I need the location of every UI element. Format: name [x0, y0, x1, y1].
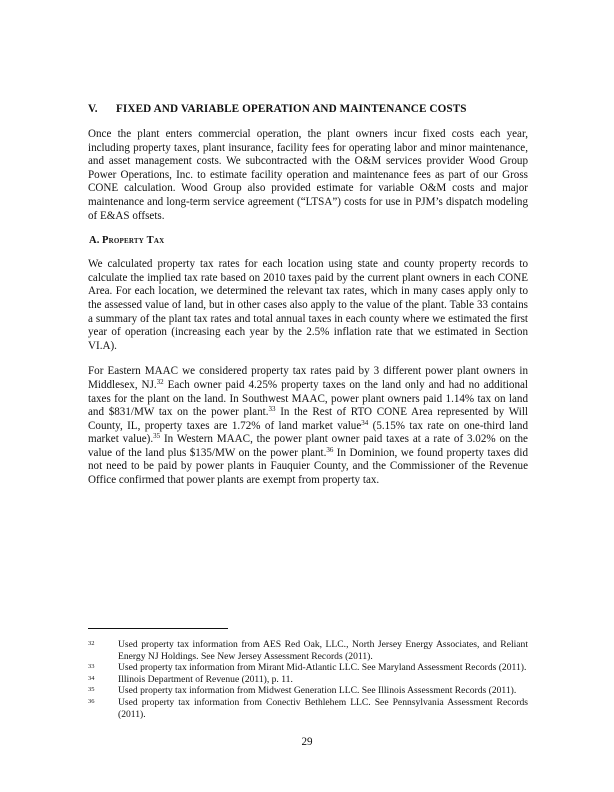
subsection-number: A.	[89, 235, 100, 247]
footnote-ref-33[interactable]: 33	[268, 405, 276, 414]
section-number: V.	[88, 103, 98, 115]
subsection-title: Property Tax	[102, 235, 165, 247]
footnote-text: Used property tax information from Mirant Mid-Atlantic LLC. See Maryland Assessment Records (2011).	[118, 662, 527, 674]
footnote-34	[88, 674, 528, 686]
footnote-text: Illinois Department of Revenue (2011), p. 11.	[118, 673, 293, 685]
section-title: FIXED AND VARIABLE OPERATION AND MAINTENANCE COSTS	[116, 103, 467, 115]
main-content	[88, 103, 528, 488]
p2-sentence-5: In Western MAAC, the power plant owner paid taxes at a rate of 3.02% on the value of the land plus $135/MW on the power plant.	[88, 433, 528, 459]
footnote-32	[88, 639, 528, 662]
section-heading	[88, 103, 528, 115]
subsection-heading	[88, 235, 528, 246]
p2-sentence-3: In the Rest of RTO CONE Area represented by Will County, IL, property taxes are 1.72% of land market value	[88, 406, 528, 432]
footnote-text: Used property tax information from Midwest Generation LLC. See Illinois Assessment Records (2011).	[118, 685, 517, 697]
footnote-text: Used property tax information from AES Red Oak, LLC., North Jersey Energy Associates, and Reliant Energy NJ Holdings. See New Jersey Assessment Records (2011).	[118, 639, 528, 662]
footnote-35	[88, 685, 528, 697]
footnote-number: 35	[88, 686, 95, 694]
footnote-number: 33	[88, 663, 95, 671]
footnote-text: Used property tax information from Conectiv Bethlehem LLC. See Pennsylvania Assessment Records (2011).	[118, 696, 528, 720]
footnote-ref-32[interactable]: 32	[156, 377, 164, 386]
footnote-ref-35[interactable]: 35	[153, 432, 161, 441]
property-tax-paragraph-1: We calculated property tax rates for each location using state and county property records to calculate the implied tax rate based on 2010 taxes paid by the current plant owners in each CONE Area. For each location, we determined the relevant tax rates, which in many cases apply only to the assessed value of land, but in other cases also apply to the value of the plant. Table 33 contains a summary of the plant tax rates and total annual taxes in each county where we estimated the first year of operation (increasing each year by the 2.5% inflation rate that we estimated in Section VI.A).	[88, 258, 528, 352]
p2-sentence-4: (5.15% tax rate on one-third land market value).	[88, 419, 528, 446]
footnote-divider	[88, 628, 228, 629]
footnote-number: 34	[88, 674, 95, 682]
footnotes	[88, 628, 528, 720]
footnote-ref-36[interactable]: 36	[326, 445, 334, 454]
footnote-33	[88, 662, 528, 674]
page-number: 29	[301, 736, 313, 748]
footnote-36	[88, 697, 528, 720]
p2-sentence-2: Each owner paid 4.25% property taxes on the land only and had no additional taxes for the plant on the land. In Southwest MAAC, power plant owners paid 1.14% tax on land and $831/MW tax on the power plant.	[88, 378, 528, 419]
property-tax-paragraph-2	[88, 365, 528, 487]
footnote-number: 36	[88, 697, 95, 705]
p2-sentence-6: In Dominion, we found property taxes did not need to be paid by power plants in Fauquier County, and the Commissioner of the Revenue Office confirmed that power plants are exempt from property tax.	[88, 446, 528, 487]
footnote-ref-34[interactable]: 34	[361, 418, 369, 427]
p2-sentence-1: For Eastern MAAC we considered property tax rates paid by 3 different power plant owners in Middlesex, NJ.	[88, 365, 528, 391]
intro-paragraph: Once the plant enters commercial operation, the plant owners incur fixed costs each year, including property taxes, plant insurance, facility fees for operating labor and minor maintenance, and asset management costs. We subcontracted with the O&M services provider Wood Group Power Operations, Inc. to estimate facility operation and maintenance fees as part of our Gross CONE calculation. Wood Group also provided estimate for variable O&M costs and major maintenance and long-term service agreement (“LTSA”) costs for use in PJM’s dispatch modeling of E&AS offsets.	[88, 128, 528, 222]
footnote-number: 32	[88, 640, 95, 647]
